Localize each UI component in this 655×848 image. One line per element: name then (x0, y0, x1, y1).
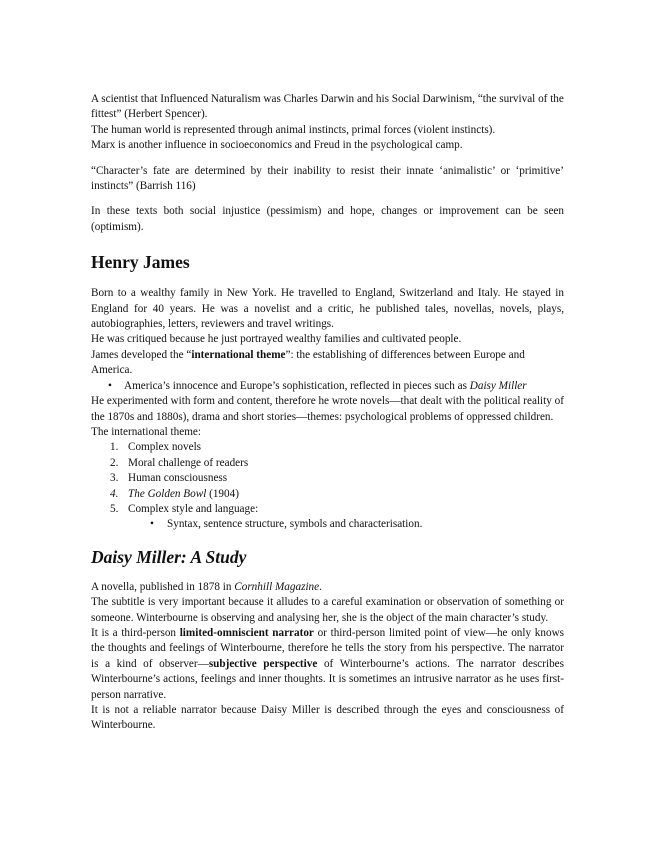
intro-paragraph-pessimism: In these texts both social injustice (pessimism) and hope, changes or improvement can be seen (optimism). (91, 205, 564, 233)
italic-cornhill-magazine: Cornhill Magazine (234, 580, 320, 593)
bold-subjective-perspective: subjective perspective (208, 657, 318, 670)
intro-paragraph-instincts: The human world is represented through animal instincts, primal forces (violent instincts). (91, 123, 496, 136)
henry-james-bio: Born to a wealthy family in New York. He travelled to England, Switzerland and Italy. He stayed in England for 40 years. He was a novelist and a critic, he published tales, novellas, novels, plays, autobiographies, letters, reviewers and travel writings. (91, 287, 564, 331)
henry-james-international-theme: James developed the “international theme”: the establishing of differences between Europe and America. (91, 348, 525, 377)
international-theme-list (91, 440, 564, 517)
intro-paragraph-darwin: A scientist that Influenced Naturalism was Charles Darwin and his Social Darwinism, “the survival of the fittest” (Herbert Spencer). (91, 93, 564, 121)
international-theme-label: The international theme: (91, 425, 201, 438)
bullet-icon: • (108, 379, 112, 392)
document-body (91, 92, 564, 734)
list-item: 4. The Golden Bowl (1904) (110, 487, 239, 500)
intro-paragraph-marx: Marx is another influence in socioeconomics and Freud in the psychological camp. (91, 139, 463, 152)
bold-international-theme: international theme (191, 348, 286, 361)
heading-daisy-miller: Daisy Miller: A Study (91, 546, 247, 567)
daisy-publication: A novella, published in 1878 in Cornhill Magazine. (91, 580, 322, 593)
henry-james-critique: He was critiqued because he just portrayed wealthy families and cultivated people. (91, 333, 462, 346)
daisy-narrator-paragraph: It is a third-person limited-omniscient narrator or third-person limited point of view—he only knows the thoughts and feelings of Winterbourne, therefore he tells the story from his perspective. The narrator is a kind of observer—subjective perspective of Winterbourne’s actions. The narrator describes Winterbourne’s actions, feelings and inner thoughts. It is sometimes an intrusive narrator as he uses first-person narrative. (91, 626, 565, 701)
henry-james-experiments: He experimented with form and content, therefore he wrote novels—that dealt with the political reality of the 1870s and 1880s), drama and short stories—themes: psychological problems of oppressed children. (91, 395, 564, 423)
list-item: • Syntax, sentence structure, symbols and characterisation. (91, 517, 564, 532)
list-item: 5. Complex style and language: (110, 502, 259, 515)
list-item: 1. Complex novels (110, 441, 202, 454)
bullet-icon: • (150, 518, 154, 531)
list-item: 2. Moral challenge of readers (110, 456, 249, 469)
daisy-subtitle-paragraph: The subtitle is very important because it alludes to a careful examination or observation of something or someone. Winterbourne is observing and analysing her, she is the object of the main character’s study. (91, 596, 564, 624)
list-item: 3. Human consciousness (110, 472, 228, 485)
daisy-reliability-paragraph: It is not a reliable narrator because Daisy Miller is described through the eyes and consciousness of Winterbourne. (91, 704, 564, 732)
heading-henry-james: Henry James (91, 252, 190, 273)
style-sub-bullet-list (91, 517, 564, 532)
bold-limited-omniscient: limited-omniscient narrator (179, 626, 314, 639)
italic-daisy-miller: Daisy Miller (469, 379, 527, 392)
list-item: • America’s innocence and Europe’s sophistication, reflected in pieces such as Daisy Miller (91, 379, 564, 394)
barrish-quote: “Character’s fate are determined by their inability to resist their innate ‘animalistic’ or ‘primitive’ instincts” (Barrish 116) (91, 164, 564, 193)
innocence-bullet-list (91, 379, 564, 394)
